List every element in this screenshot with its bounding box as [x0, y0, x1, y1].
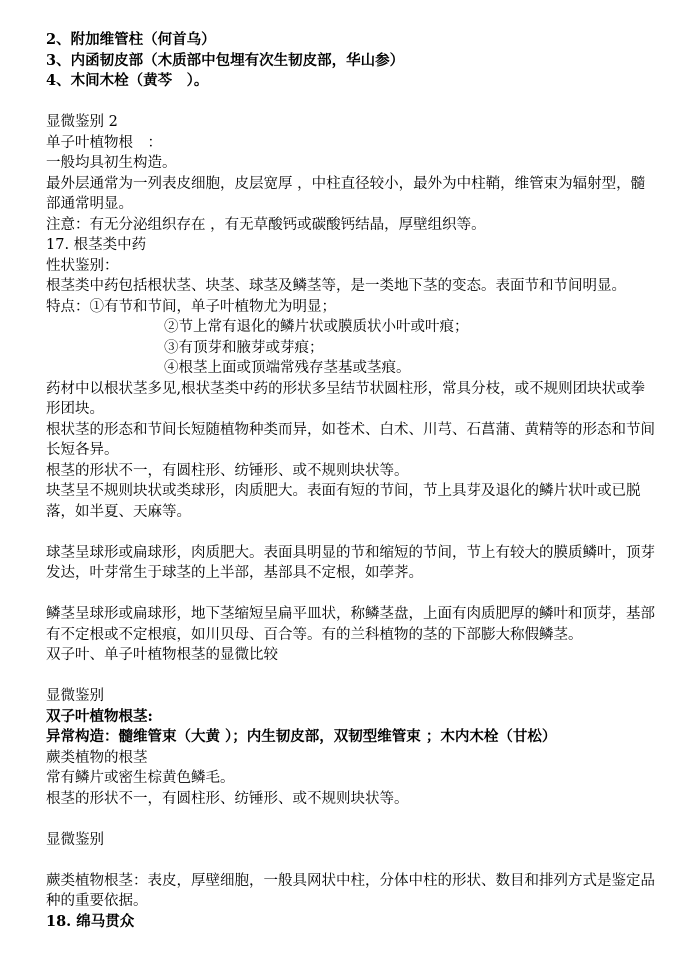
paragraph: 最外层通常为一列表皮细胞，皮层宽厚 ，中柱直径较小，最外为中柱鞘，维管束为辐射型，髓部通常明显。 [46, 175, 646, 212]
blank-line [46, 92, 656, 113]
blank-line [46, 666, 656, 687]
text-line: 异常构造：髓维管束（大黄 ）；内生韧皮部，双韧型维管束 ；木内木栓（甘松） [46, 728, 557, 745]
section-heading: 17. 根茎类中药 [46, 237, 147, 253]
text-line: 双子叶植物根茎: [46, 707, 153, 725]
paragraph: 块茎呈不规则块状或类球形，肉质肥大。表面有短的节间，节上具芽及退化的鳞片状叶或已脱落，如半夏、天麻等。 [46, 483, 641, 520]
text-line: 根茎的形状不一，有圆柱形、纺锤形、或不规则块状等。 [46, 462, 409, 479]
document-page [46, 30, 656, 932]
text-line: 4、木间木栓（黄芩 ）。 [46, 72, 209, 89]
paragraph: 球茎呈球形或扁球形，肉质肥大。表面具明显的节和缩短的节间，节上有较大的膜质鳞叶，顶芽发达，叶芽常生于球茎的上半部，基部具不定根，如荸荠。 [46, 544, 655, 581]
list-item: 特点：①有节和节间，单子叶植物尤为明显； [46, 298, 336, 315]
text-line: 根茎的形状不一，有圆柱形、纺锤形、或不规则块状等。 [46, 790, 409, 807]
text-line: 性状鉴别： [46, 257, 119, 274]
blank-line [46, 584, 656, 605]
section-heading: 18. 绵马贯众 [46, 912, 135, 930]
paragraph: 蕨类植物根茎：表皮，厚壁细胞，一般具网状中柱，分体中柱的形状、数目和排列方式是鉴定品种的重要依据。 [46, 872, 655, 909]
section-heading: 显微鉴别 [46, 831, 104, 848]
text-line: 双子叶、单子叶植物根茎的显微比较 [46, 647, 278, 663]
blank-line [46, 809, 656, 830]
text-line: 单子叶植物根 ： [46, 134, 162, 151]
text-line: 2、附加维管柱（何首乌） [46, 31, 216, 48]
text-line: 注意：有无分泌组织存在 ，有无草酸钙或碳酸钙结晶，厚壁组织等。 [46, 216, 486, 233]
text-line: 3、内函韧皮部（木质部中包埋有次生韧皮部，华山参） [46, 51, 405, 69]
paragraph: 药材中以根状茎多见,根状茎类中药的形状多呈结节状圆柱形，常具分枝，或不规则团块状或拳形团块。 [46, 380, 646, 417]
paragraph: 根状茎的形态和节间长短随植物种类而异，如苍术、白术、川芎、石菖蒲、黄精等的形态和节间长短各异。 [46, 421, 655, 458]
section-heading: 显微鉴别 [46, 688, 104, 704]
list-item: ③有顶芽和腋芽或芽痕； [164, 339, 324, 356]
section-heading: 显微鉴别 2 [46, 114, 118, 130]
text-line: 一般均具初生构造。 [46, 155, 177, 171]
blank-line [46, 850, 656, 871]
list-item: ④根茎上面或顶端常残存茎基或茎痕。 [164, 360, 411, 376]
paragraph: 鳞茎呈球形或扁球形，地下茎缩短呈扁平皿状，称鳞茎盘，上面有肉质肥厚的鳞叶和顶芽，基部有不定根或不定根痕，如川贝母、百合等。有的兰科植物的茎的下部膨大称假鳞茎。 [46, 606, 655, 643]
text-line: 蕨类植物的根茎 [46, 749, 148, 766]
text-line: 常有鳞片或密生棕黄色鳞毛。 [46, 770, 235, 786]
blank-line [46, 522, 656, 543]
text-line: 根茎类中药包括根状茎、块茎、球茎及鳞茎等，是一类地下茎的变态。表面节和节间明显。 [46, 278, 626, 294]
list-item: ②节上常有退化的鳞片状或膜质状小叶或叶痕； [164, 319, 469, 335]
